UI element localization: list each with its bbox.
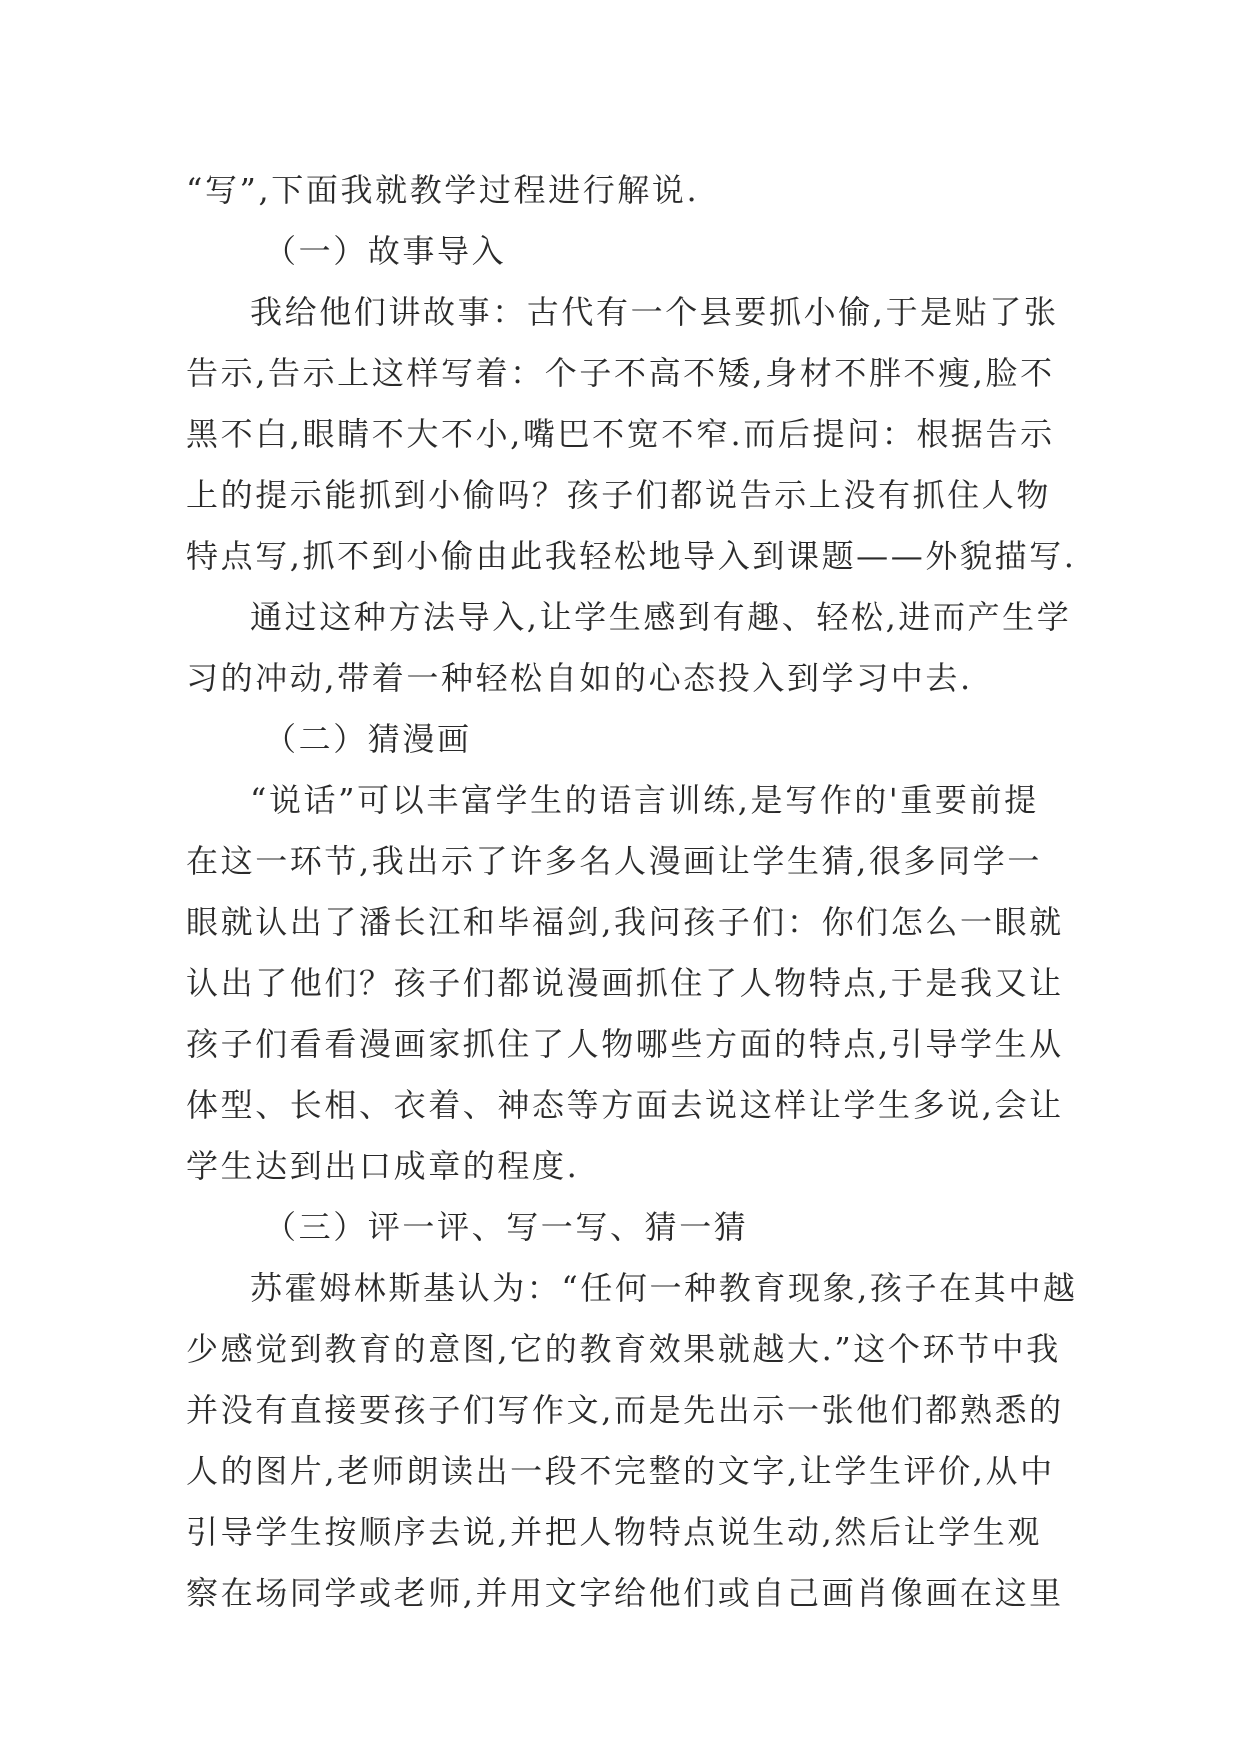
text-line: 并没有直接要孩子们写作文,而是先出示一张他们都熟悉的 [186,1391,1064,1429]
text-line: 孩子们看看漫画家抓住了人物哪些方面的特点,引导学生从 [186,1025,1064,1063]
text-line: 少感觉到教育的意图,它的教育效果就越大.”这个环节中我 [186,1330,1061,1368]
text-line: 认出了他们？孩子们都说漫画抓住了人物特点,于是我又让 [186,964,1064,1002]
text-line: 上的提示能抓到小偷吗？孩子们都说告示上没有抓住人物 [186,476,1052,514]
text-line: “写”,下面我就教学过程进行解说. [186,171,700,209]
text-line: 特点写,抓不到小偷由此我轻松地导入到课题——外貌描写. [186,537,1077,575]
section-heading: （二）猜漫画 [264,720,472,758]
document-body [186,160,1078,1624]
text-line: 引导学生按顺序去说,并把人物特点说生动,然后让学生观 [186,1513,1042,1551]
section-heading: （三）评一评、写一写、猜一猜 [264,1208,749,1246]
paragraph-first-line: 苏霍姆林斯基认为：“任何一种教育现象,孩子在其中越 [250,1269,1078,1307]
text-line: 在这一环节,我出示了许多名人漫画让学生猜,很多同学一 [186,842,1042,880]
text-line: 体型、长相、衣着、神态等方面去说这样让学生多说,会让 [186,1086,1064,1124]
section-heading: （一）故事导入 [264,232,507,270]
text-line: 学生达到出口成章的程度. [186,1147,580,1185]
paragraph-first-line: 我给他们讲故事：古代有一个县要抓小偷,于是贴了张 [250,293,1059,331]
text-line: 眼就认出了潘长江和毕福剑,我问孩子们：你们怎么一眼就 [186,903,1064,941]
text-line: 习的冲动,带着一种轻松自如的心态投入到学习中去. [186,659,973,697]
text-line: 黑不白,眼睛不大不小,嘴巴不宽不窄.而后提问：根据告示 [186,415,1055,453]
text-line: 告示,告示上这样写着：个子不高不矮,身材不胖不瘦,脸不 [186,354,1055,392]
text-line: 人的图片,老师朗读出一段不完整的文字,让学生评价,从中 [186,1452,1055,1490]
text-line: 察在场同学或老师,并用文字给他们或自己画肖像画在这里 [186,1574,1064,1612]
paragraph-first-line: 通过这种方法导入,让学生感到有趣、轻松,进而产生学 [250,598,1072,636]
paragraph-first-line: “说话”可以丰富学生的语言训练,是写作的'重要前提 [250,781,1039,819]
